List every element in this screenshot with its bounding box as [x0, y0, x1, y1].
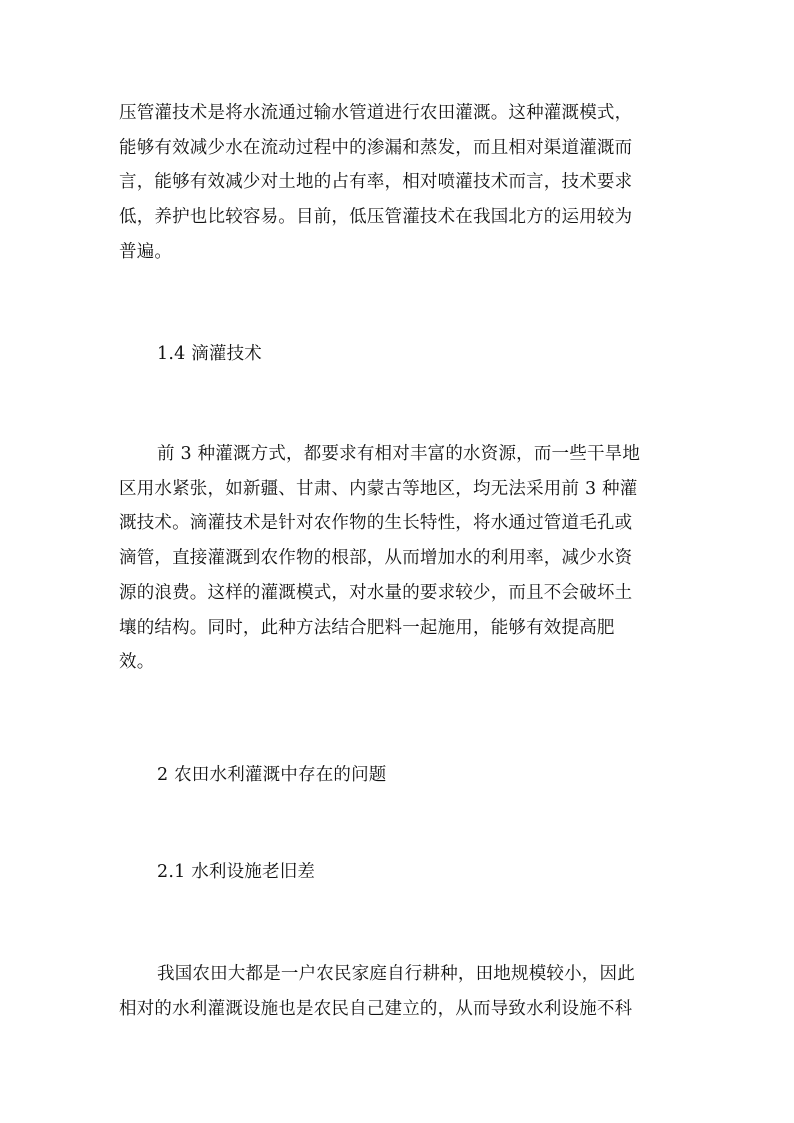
heading-1-4: 1.4 滴灌技术: [157, 344, 262, 364]
text-line: 滴管，直接灌溉到农作物的根部，从而增加水的利用率，减少水资: [119, 548, 633, 569]
text-line: 压管灌技术是将水流通过输水管道进行农田灌溉。这种灌溉模式，: [119, 103, 633, 123]
text-line: 壤的结构。同时，此种方法结合肥料一起施用，能够有效提高肥: [119, 617, 615, 638]
section-heading: [119, 337, 675, 372]
text-line: 效。: [119, 652, 155, 673]
text-line: 能够有效减少水在流动过程中的渗漏和蒸发，而且相对渠道灌溉而: [119, 137, 633, 158]
text-line: 前 3 种灌溉方式，都要求有相对丰富的水资源，而一些干旱地: [157, 444, 641, 464]
text-line: 相对的水利灌溉设施也是农民自己建立的，从而导致水利设施不科: [119, 998, 633, 1019]
section-heading: [119, 855, 675, 890]
heading-2-1: 2.1 水利设施老旧差: [157, 862, 316, 882]
paragraph-facilities: [119, 957, 675, 1026]
paragraph-low-pressure-irrigation: [119, 96, 675, 270]
heading-2: 2 农田水利灌溉中存在的问题: [157, 765, 387, 785]
section-heading: [119, 758, 675, 793]
text-line: 言，能够有效减少对土地的占有率，相对喷灌技术而言，技术要求: [119, 172, 633, 193]
paragraph-drip-irrigation: [119, 437, 675, 680]
text-line: 普遍。: [119, 241, 173, 262]
text-line: 区用水紧张，如新疆、甘肃、内蒙古等地区，均无法采用前 3 种灌: [119, 478, 638, 499]
text-line: 我国农田大都是一户农民家庭自行耕种，田地规模较小，因此: [157, 964, 635, 984]
text-line: 低，养护也比较容易。目前，低压管灌技术在我国北方的运用较为: [119, 207, 633, 228]
text-line: 源的浪费。这样的灌溉模式，对水量的要求较少，而且不会破坏土: [119, 582, 633, 603]
text-line: 溉技术。滴灌技术是针对农作物的生长特性，将水通过管道毛孔或: [119, 513, 633, 534]
